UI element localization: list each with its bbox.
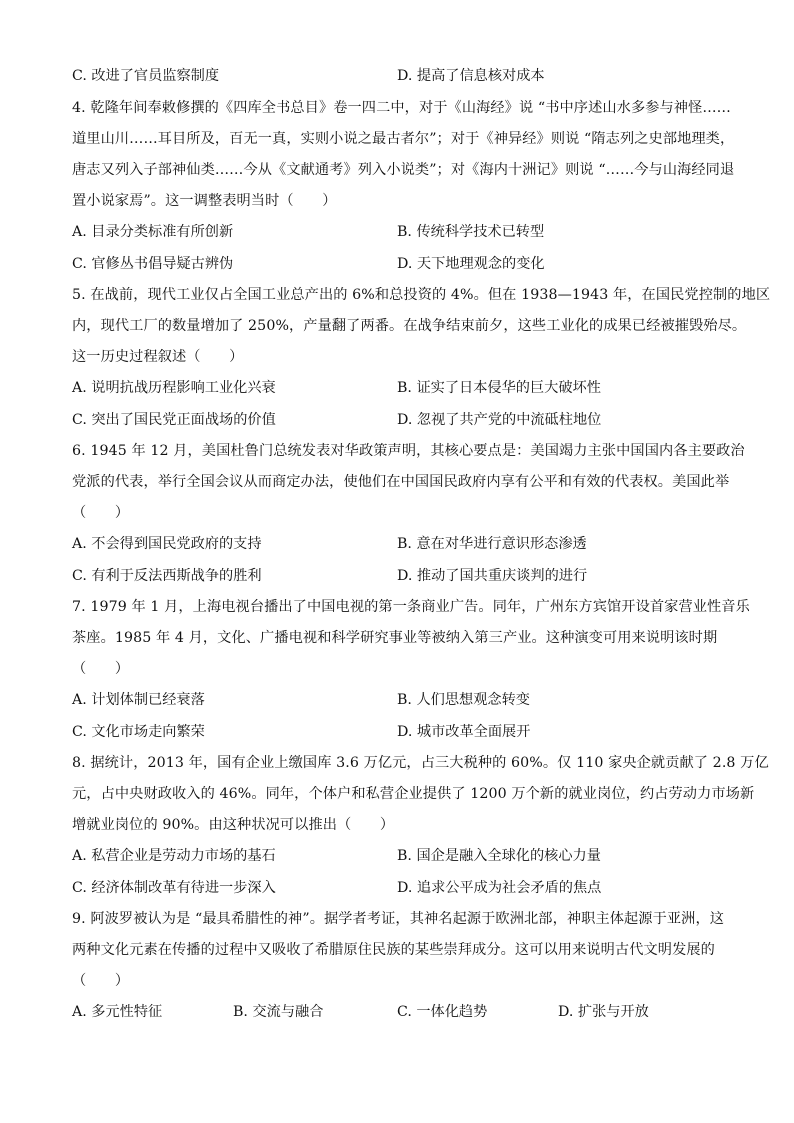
q5-option-d: D. 忽视了共产党的中流砥柱地位 [397, 412, 602, 428]
q3-option-d: D. 提高了信息核对成本 [397, 68, 545, 84]
q7-option-c: C. 文化市场走向繁荣 [72, 724, 205, 740]
q3-option-c: C. 改进了官员监察制度 [72, 68, 220, 84]
q6-stem-line-1: 6. 1945 年 12 月，美国杜鲁门总统发表对华政策声明，其核心要点是：美国竭力主张中国国内各主要政治 [72, 443, 745, 459]
q4-option-d: D. 天下地理观念的变化 [397, 256, 545, 272]
q6-option-a: A. 不会得到国民党政府的支持 [72, 536, 262, 552]
q7-option-b: B. 人们思想观念转变 [397, 692, 530, 708]
q5-option-a: A. 说明抗战历程影响工业化兴衰 [72, 380, 276, 396]
q9-stem-line-3: （ ） [72, 973, 130, 989]
q7-option-a: A. 计划体制已经衰落 [72, 692, 205, 708]
q6-option-b: B. 意在对华进行意识形态渗透 [397, 536, 587, 552]
q4-option-b: B. 传统科学技术已转型 [397, 224, 545, 240]
q7-option-d: D. 城市改革全面展开 [397, 724, 531, 740]
q4-stem-line-1: 4. 乾隆年间奉敕修撰的《四库全书总目》卷一四二中，对于《山海经》说 “书中序述山水多参与神怪…… [72, 100, 731, 116]
q6-option-c: C. 有利于反法西斯战争的胜利 [72, 568, 262, 584]
q9-option-a: A. 多元性特征 [72, 1004, 163, 1020]
q7-stem-line-2: 茶座。1985 年 4 月，文化、广播电视和科学研究事业等被纳入第三产业。这种演变可用来说明该时期 [72, 630, 718, 646]
q6-stem-line-3: （ ） [72, 505, 130, 521]
q8-option-b: B. 国企是融入全球化的核心力量 [397, 848, 601, 864]
q5-option-b: B. 证实了日本侵华的巨大破坏性 [397, 380, 601, 396]
q8-stem-line-3: 增就业岗位的 90%。由这种状况可以推出（ ） [72, 817, 395, 833]
q4-stem-line-4: 置小说家焉”。这一调整表明当时（ ） [72, 193, 337, 209]
q6-stem-line-2: 党派的代表，举行全国会议从而商定办法，使他们在中国国民政府内享有公平和有效的代表权。美国此举 [72, 474, 730, 490]
q8-stem-line-2: 元，占中央财政收入的 46%。同年，个体户和私营企业提供了 1200 万个新的就业岗位，约占劳动力市场新 [72, 786, 755, 802]
q8-option-d: D. 追求公平成为社会矛盾的焦点 [397, 880, 602, 896]
q8-option-c: C. 经济体制改革有待进一步深入 [72, 880, 276, 896]
q9-option-b: B. 交流与融合 [233, 1004, 324, 1020]
q4-stem-line-2: 道里山川……耳目所及，百无一真，实则小说之最古者尔”；对于《神异经》则说 “隋志列之史部地理类， [72, 131, 735, 147]
q9-stem-line-2: 两种文化元素在传播的过程中又吸收了希腊原住民族的某些崇拜成分。这可以用来说明古代文明发展的 [72, 942, 715, 958]
q5-option-c: C. 突出了国民党正面战场的价值 [72, 412, 276, 428]
q4-stem-line-3: 唐志又列入子部神仙类……今从《文献通考》列入小说类”；对《海内十洲记》则说 “……今与山海经同退 [72, 162, 735, 178]
q5-stem-line-3: 这一历史过程叙述（ ） [72, 349, 244, 365]
q7-stem-line-3: （ ） [72, 661, 130, 677]
q6-option-d: D. 推动了国共重庆谈判的进行 [397, 568, 588, 584]
q9-stem-line-1: 9. 阿波罗被认为是 “最具希腊性的神”。据学者考证，其神名起源于欧洲北部，神职主体起源于亚洲，这 [72, 911, 725, 927]
q9-option-d: D. 扩张与开放 [558, 1004, 649, 1020]
q9-option-c: C. 一体化趋势 [397, 1004, 488, 1020]
q8-stem-line-1: 8. 据统计，2013 年，国有企业上缴国库 3.6 万亿元，占三大税种的 60%。仅 110 家央企就贡献了 2.8 万亿 [72, 755, 769, 771]
q4-option-a: A. 目录分类标准有所创新 [72, 224, 234, 240]
q4-option-c: C. 官修丛书倡导疑古辨伪 [72, 256, 234, 272]
q8-option-a: A. 私营企业是劳动力市场的基石 [72, 848, 276, 864]
q5-stem-line-2: 内，现代工厂的数量增加了 250%，产量翻了两番。在战争结束前夕，这些工业化的成果已经被摧毁殆尽。 [72, 318, 747, 334]
q7-stem-line-1: 7. 1979 年 1 月，上海电视台播出了中国电视的第一条商业广告。同年，广州东方宾馆开设首家营业性音乐 [72, 599, 750, 615]
q5-stem-line-1: 5. 在战前，现代工业仅占全国工业总产出的 6%和总投资的 4%。但在 1938—1943 年，在国民党控制的地区 [72, 287, 771, 303]
